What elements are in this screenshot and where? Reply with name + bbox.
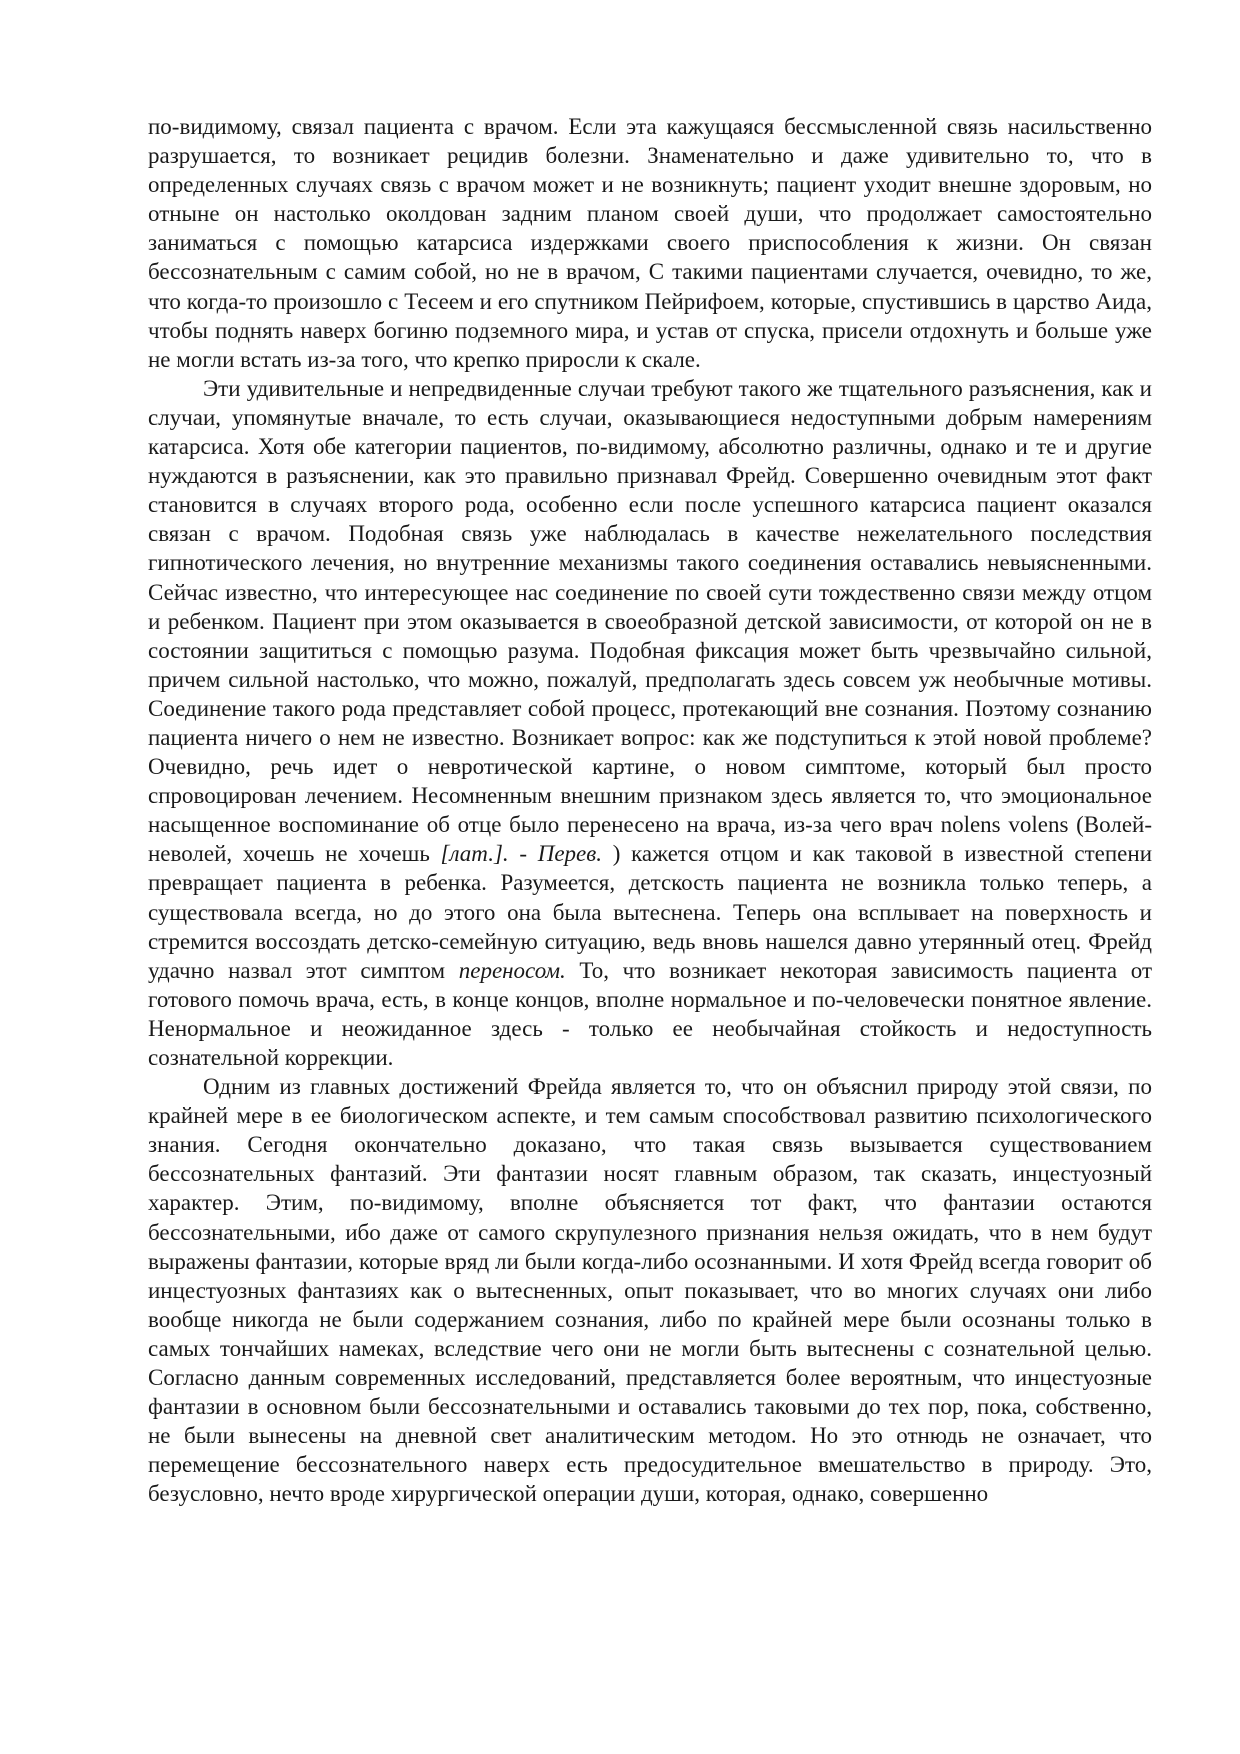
- paragraph-3-text: Одним из главных достижений Фрейда является то, что он объяснил природу этой связи, по крайней мере в ее биологическом аспекте, и тем самым способствовал развитию психологического знания. Сегодня окончательно доказано, что такая связь вызывается существованием бессознательных фантазий. Эти фантазии носят главным образом, так сказать, инцестуозный характер. Этим, по-видимому, вполне объясняется тот факт, что фантазии остаются бессознательными, ибо даже от самого скрупулезного признания нельзя ожидать, что в нем будут выражены фантазии, которые вряд ли были когда-либо осознанными. И хотя Фрейд всегда говорит об инцестуозных фантазиях как о вытесненных, опыт показывает, что во многих случаях они либо вообще никогда не были содержанием сознания, либо по крайней мере были осознаны только в самых тончайших намеках, вследствие чего они не могли быть вытеснены с сознательной целью. Согласно данным современных исследований, представляется более вероятным, что инцестуозные фантазии в основном были бессознательными и оставались таковыми до тех пор, пока, собственно, не были вынесены на дневной свет аналитическим методом. Но это отнюдь не означает, что перемещение бессознательного наверх есть предосудительное вмешательство в природу. Это, безусловно, нечто вроде хирургической операции души, которая, однако, совершенно: [148, 1074, 1152, 1507]
- paragraph-2-text-c: То, что возникает некоторая зависимость пациента от готового помочь врача, есть, в конце концов, вполне нормальное и по-человечески понятное явление. Ненормальное и неожиданное здесь - только ее необычайная стойкость и недоступность сознательной коррекции.: [148, 957, 1153, 1070]
- paragraph-1-text: по-видимому, связал пациента с врачом. Если эта кажущаяся бессмысленной связь насильственно разрушается, то возникает рецидив болезни. Знаменательно и даже удивительно то, что в определенных случаях связь с врачом может и не возникнуть; пациент уходит внешне здоровым, но отныне он настолько околдован задним планом своей души, что продолжает самостоятельно заниматься с помощью катарсиса издержками своего приспособления к жизни. Он связан бессознательным с самим собой, но не в врачом, С такими пациентами случается, очевидно, то же, что когда-то произошло с Тесеем и его спутником Пейрифоем, которые, спустившись в царство Аида, чтобы поднять наверх богиню подземного мира, и устав от спуска, присели отдохнуть и больше уже не могли встать из-за того, что крепко приросли к скале.: [148, 114, 1152, 372]
- page-body: [148, 112, 1152, 1509]
- latin-note-italic: [лат.]. - Перев.: [440, 841, 602, 867]
- paragraph-1: [148, 112, 1152, 374]
- paragraph-2-text-b: ) кажется отцом и как таковой в известной степени превращает пациента в ребенка. Разумеется, детскость пациента не возникла только теперь, а существовала всегда, но до этого она была вытеснена. Теперь она всплывает на поверхность и стремится воссоздать детско-семейную ситуацию, ведь вновь нашелся давно утерянный отец. Фрейд удачно назвал этот симптом: [148, 841, 1153, 983]
- paragraph-2: [148, 374, 1152, 1072]
- paragraph-3: [148, 1072, 1152, 1508]
- transference-term-italic: переносом.: [458, 957, 566, 983]
- paragraph-2-text-a: Эти удивительные и непредвиденные случаи требуют такого же тщательного разъяснения, как и случаи, упомянутые вначале, то есть случаи, оказывающиеся недоступными добрым намерениям катарсиса. Хотя обе категории пациентов, по-видимому, абсолютно различны, однако и те и другие нуждаются в разъяснении, как это правильно признавал Фрейд. Совершенно очевидным этот факт становится в случаях второго рода, особенно если после успешного катарсиса пациент оказался связан с врачом. Подобная связь уже наблюдалась в качестве нежелательного последствия гипнотического лечения, но внутренние механизмы такого соединения оставались невыясненными. Сейчас известно, что интересующее нас соединение по своей сути тождественно связи между отцом и ребенком. Пациент при этом оказывается в своеобразной детской зависимости, от которой он не в состоянии защититься с помощью разума. Подобная фиксация может быть чрезвычайно сильной, причем сильной настолько, что можно, пожалуй, предполагать здесь совсем уж необычные мотивы. Соединение такого рода представляет собой процесс, протекающий вне сознания. Поэтому сознанию пациента ничего о нем не известно. Возникает вопрос: как же подступиться к этой новой проблеме? Очевидно, речь идет о невротической картине, о новом симптоме, который был просто спровоцирован лечением. Несомненным внешним признаком здесь является то, что эмоциональное насыщенное воспоминание об отце было перенесено на врача, из-за чего врач nolens volens (Волей-неволей, хочешь не хочешь: [148, 375, 1152, 867]
